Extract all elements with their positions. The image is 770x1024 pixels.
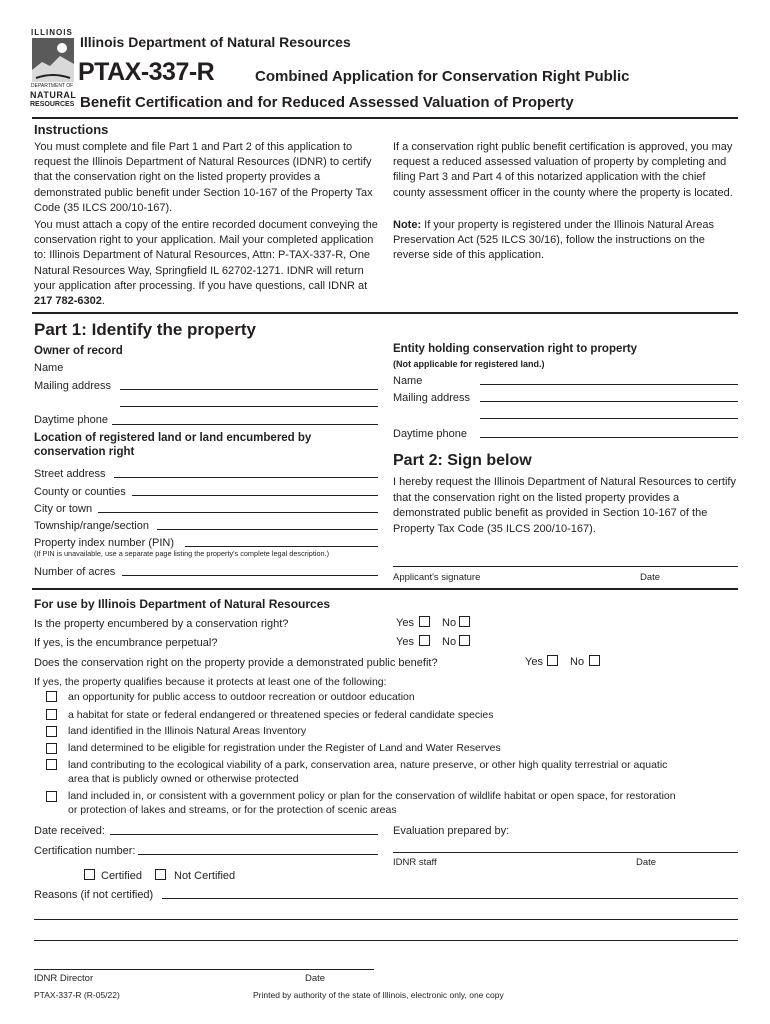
- entity-heading: Entity holding conservation right to property: [393, 343, 638, 355]
- opt4-checkbox[interactable]: [46, 743, 57, 754]
- evaluation-line[interactable]: [393, 852, 738, 853]
- opt2-text: a habitat for state or federal endangered or threatened species or federal candidate species: [68, 709, 494, 721]
- opt1-checkbox[interactable]: [46, 691, 57, 702]
- idnr-staff-label: IDNR staff: [393, 857, 437, 868]
- owner-heading: Owner of record: [34, 345, 123, 357]
- certified-checkbox[interactable]: [84, 869, 95, 880]
- idnr-heading: For use by Illinois Department of Natural Resources: [34, 597, 331, 611]
- signature-label: Applicant's signature: [393, 572, 481, 583]
- signature-line[interactable]: [393, 566, 738, 567]
- idnr-logo: [30, 30, 76, 114]
- pin-line[interactable]: [185, 546, 378, 547]
- printed-by-authority: Printed by authority of the state of Illinois, electronic only, one copy: [253, 990, 504, 1000]
- header-rule: [32, 117, 738, 119]
- idnr-staff-date-label: Date: [636, 857, 657, 868]
- q3-yes-checkbox[interactable]: [547, 655, 558, 666]
- county-line[interactable]: [132, 495, 378, 496]
- location-heading-1: Location of registered land or land encumbered by: [34, 432, 312, 444]
- instructions-left-p1: You must complete and file Part 1 and Part 2 of this application to request the Illinois Department of Natural Resources (IDNR) to certify that the conservation right on the listed property provides a demonstrated public benefit under Section 10-167 of the Property Tax Code (35 ILCS 200/10-167).: [34, 141, 373, 214]
- evaluation-label: Evaluation prepared by:: [393, 825, 510, 837]
- township-label: Township/range/section: [34, 520, 149, 532]
- entity-mailing-label: Mailing address: [393, 392, 471, 404]
- part2-rule: [32, 588, 738, 590]
- reasons-line-2[interactable]: [34, 919, 738, 920]
- street-address-line[interactable]: [114, 477, 378, 478]
- form-title-line2: Benefit Certification and for Reduced Assessed Valuation of Property: [80, 94, 574, 111]
- owner-phone-line[interactable]: [112, 424, 378, 425]
- cert-number-line[interactable]: [138, 854, 378, 855]
- director-line[interactable]: [34, 969, 374, 970]
- part2-text: I hereby request the Illinois Department of Natural Resources to certify that the conservation right on the listed property provides a demonstrated public benefit as provided in Section 10-167 of the Property Tax Code (35 ILCS 200/10-167).: [393, 476, 736, 535]
- opt6-text-1: land included in, or consistent with a government policy or plan for the conservation of wildlife habitat or open space, for restoration: [68, 790, 676, 802]
- q1-yes-label: Yes: [396, 617, 414, 629]
- instructions-note: [393, 218, 738, 264]
- q1-text: Is the property encumbered by a conservation right?: [34, 618, 289, 630]
- pin-label: Property index number (PIN): [34, 537, 174, 549]
- instructions-left-p2: You must attach a copy of the entire recorded document conveying the conservation right to your application. Mail your completed application to: Illinois Department of Natural Resources, Attn: P-TAX-337-R, One Natural Resources Way, Springfield IL 62702-1271. IDNR will return your application after processing. If you have questions, call IDNR at 217 782-6302.: [34, 219, 378, 308]
- q2-yes-checkbox[interactable]: [419, 635, 430, 646]
- q3-no-label: No: [570, 656, 585, 668]
- q2-no-label: No: [442, 636, 457, 648]
- opt6-text-2: or protection of lakes and streams, or for the protection of scenic areas: [68, 804, 397, 816]
- location-heading-2: conservation right: [34, 446, 135, 458]
- opt5-text-1: land contributing to the ecological viability of a park, conservation area, nature preserve, or other high quality terrestrial or aquatic: [68, 759, 668, 771]
- director-date-label: Date: [305, 973, 326, 984]
- form-revision: PTAX-337-R (R-05/22): [34, 990, 120, 1000]
- acres-label: Number of acres: [34, 566, 116, 578]
- part2-heading: Part 2: Sign below: [393, 452, 532, 469]
- idnr-phone: 217 782-6302: [34, 295, 102, 308]
- q2-yes-label: Yes: [396, 636, 414, 648]
- city-line[interactable]: [98, 512, 378, 513]
- county-label: County or counties: [34, 486, 126, 498]
- q2-no-checkbox[interactable]: [459, 635, 470, 646]
- entity-mailing-line-2[interactable]: [480, 418, 738, 419]
- owner-name-label: Name: [34, 362, 64, 374]
- q2-text: If yes, is the encumbrance perpetual?: [34, 637, 218, 649]
- q1-no-label: No: [442, 617, 457, 629]
- owner-phone-label: Daytime phone: [34, 414, 108, 426]
- signature-date-label: Date: [640, 572, 661, 583]
- entity-name-label: Name: [393, 375, 423, 387]
- date-received-label: Date received:: [34, 825, 105, 837]
- q3-no-checkbox[interactable]: [589, 655, 600, 666]
- instructions-left-p2-text: You must attach a copy of the entire recorded document conveying the conservation right to your application. Mail your completed application to: Illinois Department of Natural Resources, Attn: P-TAX-337-R, One Natural Resources Way, Springfield IL 62702-1271. IDNR will return your application after processing. If you have questions, call IDNR at: [34, 219, 378, 292]
- part1-heading: Part 1: Identify the property: [34, 320, 256, 339]
- not-certified-label: Not Certified: [174, 870, 236, 882]
- opt5-checkbox[interactable]: [46, 759, 57, 770]
- entity-mailing-line[interactable]: [480, 401, 738, 402]
- opt2-checkbox[interactable]: [46, 709, 57, 720]
- director-label: IDNR Director: [34, 973, 94, 984]
- cert-number-label: Certification number:: [34, 845, 136, 857]
- opt4-text: land determined to be eligible for registration under the Register of Land and Water Reserves: [68, 742, 501, 754]
- note-text: If your property is registered under the Illinois Natural Areas Preservation Act (525 ILCS 30/16), follow the instructions on the reverse side of this application.: [393, 219, 714, 262]
- street-address-label: Street address: [34, 468, 106, 480]
- not-certified-checkbox[interactable]: [155, 869, 166, 880]
- owner-mailing-label: Mailing address: [34, 380, 112, 392]
- opt3-checkbox[interactable]: [46, 726, 57, 737]
- instructions-right-p1: If a conservation right public benefit certification is approved, you may request a reduced assessed valuation of property by completing and filing Part 3 and Part 4 of this notarized application with the chief county assessment officer in the county where the property is located.: [393, 141, 733, 199]
- entity-phone-line[interactable]: [480, 437, 738, 438]
- pin-note: (If PIN is unavailable, use a separate page listing the property's complete legal description.): [34, 549, 330, 558]
- reasons-label: Reasons (if not certified): [34, 889, 154, 901]
- logo-emblem-icon: [32, 38, 74, 82]
- acres-line[interactable]: [122, 575, 378, 576]
- form-id: PTAX-337-R: [78, 58, 215, 86]
- instructions-rule: [32, 312, 738, 314]
- logo-bottom-text-3: RESOURCES: [30, 101, 75, 108]
- q1-no-checkbox[interactable]: [459, 616, 470, 627]
- reasons-line-1[interactable]: [162, 898, 738, 899]
- date-received-line[interactable]: [110, 834, 378, 835]
- entity-note: (Not applicable for registered land.): [393, 359, 545, 369]
- owner-mailing-line-2[interactable]: [120, 406, 378, 407]
- township-line[interactable]: [157, 529, 378, 530]
- form-title-line1: Combined Application for Conservation Right Public: [255, 68, 630, 85]
- logo-bottom-text-2: NATURAL: [30, 90, 77, 100]
- q3-yes-label: Yes: [525, 656, 543, 668]
- instructions-heading: Instructions: [34, 122, 109, 137]
- q1-yes-checkbox[interactable]: [419, 616, 430, 627]
- entity-phone-label: Daytime phone: [393, 428, 467, 440]
- owner-mailing-line[interactable]: [120, 389, 378, 390]
- opt3-text: land identified in the Illinois Natural Areas Inventory: [68, 725, 307, 737]
- opt1-text: an opportunity for public access to outdoor recreation or outdoor education: [68, 691, 415, 703]
- opt6-checkbox[interactable]: [46, 791, 57, 802]
- city-label: City or town: [34, 503, 93, 515]
- logo-bottom-text-1: DEPARTMENT OF: [31, 83, 74, 89]
- entity-name-line[interactable]: [480, 384, 738, 385]
- agency-name: Illinois Department of Natural Resources: [80, 34, 351, 50]
- note-label: Note:: [393, 219, 422, 231]
- certified-label: Certified: [101, 870, 142, 882]
- qualifies-text: If yes, the property qualifies because it protects at least one of the following:: [34, 676, 387, 688]
- q3-text: Does the conservation right on the property provide a demonstrated public benefit?: [34, 657, 438, 669]
- logo-top-text: ILLINOIS: [31, 28, 73, 37]
- reasons-line-3[interactable]: [34, 940, 738, 941]
- opt5-text-2: area that is publicly owned or otherwise protected: [68, 773, 299, 785]
